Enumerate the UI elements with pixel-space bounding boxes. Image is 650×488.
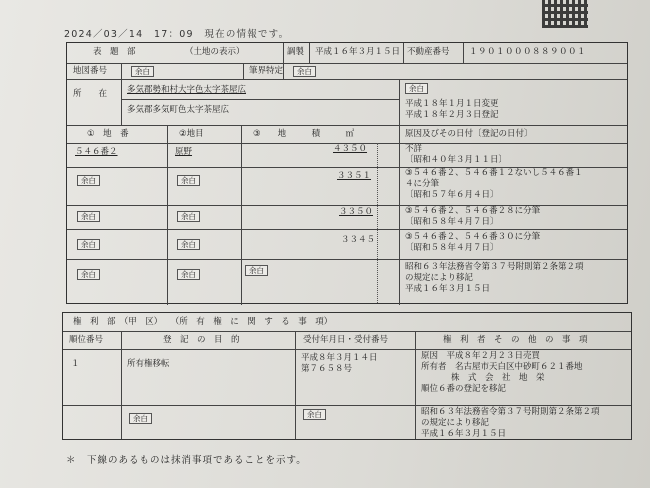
col-junni: 順位番号 <box>69 335 104 345</box>
chizu-label: 地図番号 <box>73 66 108 76</box>
row5-gen2: の規定により移記 <box>405 273 474 283</box>
row1-gen2: 〔昭和４０年３月１１日〕 <box>405 155 508 165</box>
timestamp-line: 2024／03／14 17：09 現在の情報です。 <box>64 29 290 40</box>
row3-chiban: 余白 <box>77 211 100 222</box>
fudosan-label: 不動産番号 <box>407 47 450 57</box>
kenri-table <box>62 312 632 440</box>
row1-chimoku: 原野 <box>175 147 193 157</box>
row5-chiseki: 余白 <box>245 265 268 276</box>
col-chimoku: ②地目 <box>179 129 204 139</box>
chosei-label: 調製 <box>287 47 305 57</box>
row5-chiban: 余白 <box>77 269 100 280</box>
hyodai-subtitle: （土地の表示） <box>185 47 245 57</box>
row5-chimoku: 余白 <box>177 269 200 280</box>
kenri-row2-jiko2: の規定により移記 <box>421 418 490 428</box>
shozai-label: 所 在 <box>73 89 108 99</box>
col-uketsuke: 受付年月日・受付番号 <box>303 335 389 345</box>
row4-chiseki: ３３４５ <box>341 235 376 245</box>
kenri-row1-jiko4: 順位６番の登記を移記 <box>421 384 507 394</box>
kenri-row1-jiko1: 原因 平成８年２月２３日売買 <box>421 351 541 361</box>
kenri-row2-uketsuke: 余白 <box>303 409 326 420</box>
col-mokuteki: 登 記 の 目 的 <box>163 335 240 345</box>
hyodai-table <box>66 42 628 304</box>
chosei-value: 平成１６年３月１５日 <box>315 47 401 57</box>
row2-gen3: 〔昭和５７年６月４日〕 <box>405 190 499 200</box>
row3-chiseki: ３３５０ <box>339 207 374 217</box>
row1-chiban: ５４６番２ <box>75 147 118 157</box>
row3-chimoku: 余白 <box>177 211 200 222</box>
row2-chiban: 余白 <box>77 175 100 186</box>
kenri-row1-junni: １ <box>71 359 80 369</box>
kenri-row1-jiko3: 株 式 会 社 地 栄 <box>451 373 545 383</box>
kenri-row2-jiko3: 平成１６年３月１５日 <box>421 429 507 439</box>
row2-gen2: ４に分筆 <box>405 179 440 189</box>
row1-gen1: 不詳 <box>405 144 423 154</box>
shozai-new: 多気郡多気町色太字茶屋広 <box>127 105 230 115</box>
row2-chimoku: 余白 <box>177 175 200 186</box>
qr-code-icon <box>542 0 588 28</box>
hyodai-title: 表 題 部 <box>93 47 136 57</box>
row4-chiban: 余白 <box>77 239 100 250</box>
row3-gen1: ③５４６番２、５４６番２８に分筆 <box>405 206 541 216</box>
kenri-row2-mokuteki: 余白 <box>129 413 152 424</box>
row4-gen2: 〔昭和５８年４月７日〕 <box>405 243 499 253</box>
row3-gen2: 〔昭和５８年４月７日〕 <box>405 217 499 227</box>
shozai-note1: 平成１８年１月１日変更 <box>405 99 499 109</box>
shozai-old: 多気郡勢和村大字色太字茶屋広 <box>127 85 247 95</box>
footnote: ＊ 下線のあるものは抹消事項であることを示す。 <box>66 455 307 466</box>
kenri-row1-uketsuke1: 平成８年３月１４日 <box>301 353 378 363</box>
hikkai-blank: 余白 <box>293 66 316 77</box>
row2-gen1: ③５４６番２、５４６番１２ないし５４６番１ <box>405 168 583 178</box>
row4-gen1: ③５４６番２、５４６番３０に分筆 <box>405 232 541 242</box>
row2-chiseki: ３３５１ <box>337 171 372 181</box>
row5-gen1: 昭和６３年法務省令第３７号附則第２条第２項 <box>405 262 584 272</box>
row1-chiseki: ４３５０ <box>333 144 368 154</box>
col-chiseki: ③ 地 積 ㎡ <box>253 129 355 139</box>
col-chiban: ① 地 番 <box>87 129 129 139</box>
row5-gen3: 平成１６年３月１５日 <box>405 284 491 294</box>
shozai-blank: 余白 <box>405 83 428 94</box>
kenri-row1-uketsuke2: 第７６５８号 <box>301 364 353 374</box>
hikkai-label: 筆界特定 <box>249 66 284 76</box>
fudosan-value: １９０１０００８８９００１ <box>469 47 587 57</box>
row4-chimoku: 余白 <box>177 239 200 250</box>
col-gen-in: 原因及びその日付〔登記の日付〕 <box>405 129 533 139</box>
kenri-title: 権 利 部 （甲 区） （所 有 権 に 関 す る 事 項） <box>73 317 333 327</box>
col-jiko: 権 利 者 そ の 他 の 事 項 <box>443 335 588 345</box>
kenri-row2-jiko1: 昭和６３年法務省令第３７号附則第２条第２項 <box>421 407 600 417</box>
chizu-blank: 余白 <box>131 66 154 77</box>
shozai-note2: 平成１８年２月３日登記 <box>405 110 499 120</box>
kenri-row1-mokuteki: 所有権移転 <box>127 359 170 369</box>
kenri-row1-jiko2: 所有者 名古屋市天白区中砂町６２１番地 <box>421 362 583 372</box>
